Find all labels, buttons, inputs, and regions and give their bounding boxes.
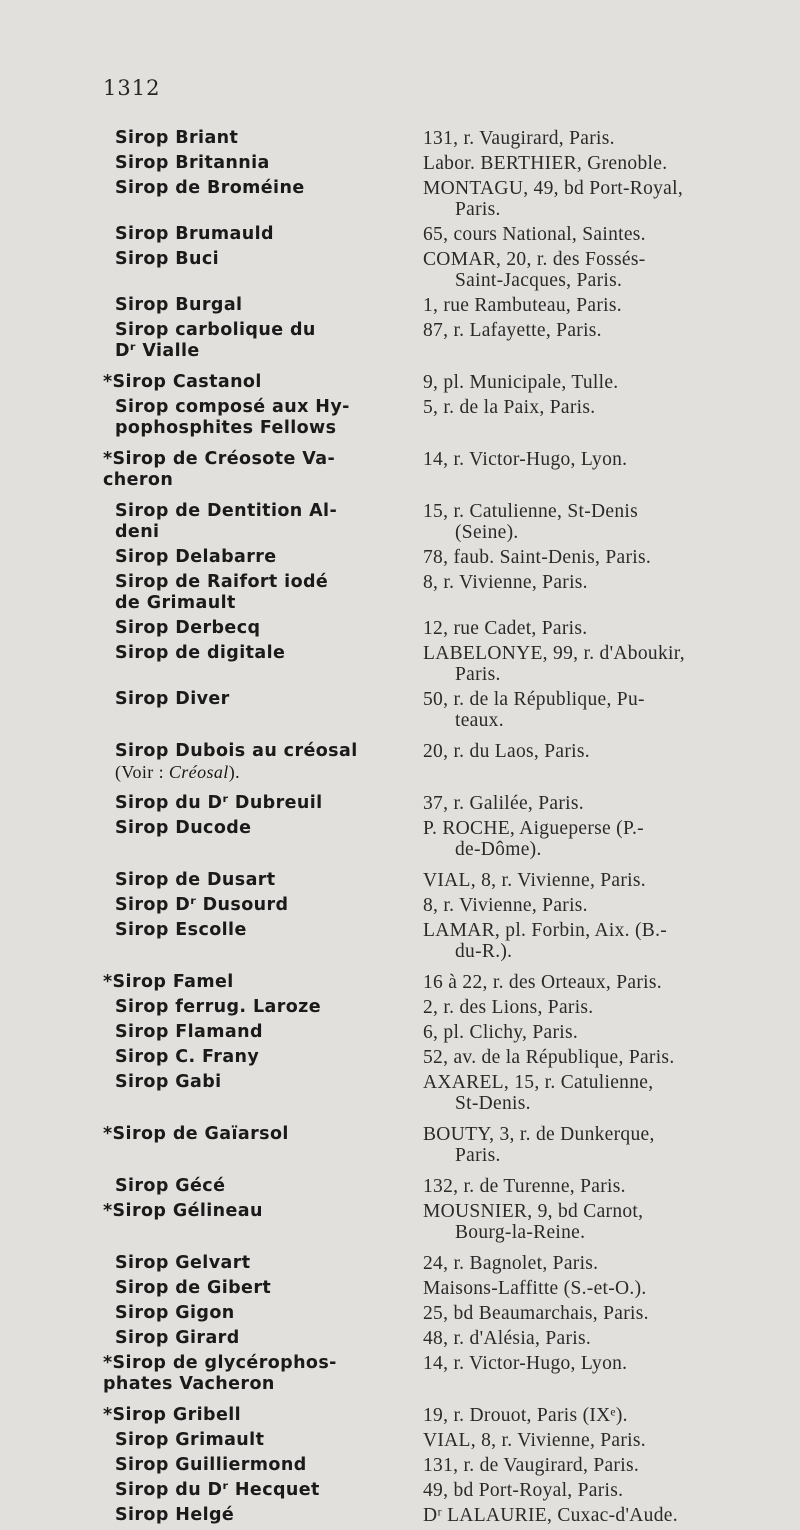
entry-row (0, 895, 800, 916)
product-name (115, 1047, 417, 1068)
product-name-line: *Sirop Famel (103, 972, 234, 992)
address-line: Paris. (455, 1145, 501, 1166)
entry-row (0, 1455, 800, 1476)
entry-row (0, 572, 800, 614)
address-line: 37, r. Galilée, Paris. (423, 793, 584, 814)
product-name (115, 249, 417, 270)
entry-row (0, 547, 800, 568)
product-name-line: Sirop Delabarre (115, 547, 277, 567)
product-name (115, 320, 417, 362)
address (423, 997, 783, 1018)
product-name-line: Sirop Gelvart (115, 1253, 251, 1273)
address (423, 1124, 783, 1166)
address-line: 20, r. du Laos, Paris. (423, 741, 590, 762)
address-line: 52, av. de la République, Paris. (423, 1047, 675, 1068)
address (423, 320, 783, 341)
address-line: 14, r. Victor-Hugo, Lyon. (423, 449, 628, 470)
product-name-line: Sirop ferrug. Laroze (115, 997, 322, 1017)
product-name-line: Sirop Dubois au créosal (115, 741, 358, 761)
product-name-line: Sirop du Dʳ Dubreuil (115, 793, 323, 813)
address-line: Maisons-Laffitte (S.-et-O.). (423, 1278, 647, 1299)
product-name-line: Sirop de Dentition Al- (115, 501, 338, 521)
address (423, 870, 783, 891)
product-name-line: de Grimault (115, 593, 236, 613)
entry-row (0, 1430, 800, 1451)
address (423, 1278, 783, 1299)
product-name-line: cheron (103, 470, 174, 490)
product-name (115, 997, 417, 1018)
address-line: BOUTY, 3, r. de Dunkerque, (423, 1124, 655, 1145)
product-name-line: deni (115, 522, 160, 542)
product-name-line: Sirop Dʳ Dusourd (115, 895, 289, 915)
address-line: 1, rue Rambuteau, Paris. (423, 295, 622, 316)
product-name (115, 793, 417, 814)
address-line: Paris. (455, 664, 501, 685)
product-name (115, 870, 417, 891)
entry-row (0, 153, 800, 174)
product-name (115, 1328, 417, 1349)
product-name (115, 643, 417, 664)
address-line: MOUSNIER, 9, bd Carnot, (423, 1201, 644, 1222)
address (423, 449, 783, 470)
product-name-line: pophosphites Fellows (115, 418, 337, 438)
product-name (115, 1176, 417, 1197)
address-line: COMAR, 20, r. des Fossés- (423, 249, 646, 270)
address (423, 224, 783, 245)
product-name (115, 689, 417, 710)
product-name (115, 572, 417, 614)
entry-row (0, 972, 800, 993)
entry-row (0, 643, 800, 685)
entry-row (0, 1278, 800, 1299)
entry-list (0, 128, 800, 1530)
entry-row (0, 1328, 800, 1349)
address (423, 1328, 783, 1349)
address (423, 1480, 783, 1501)
product-name-line: Sirop de Broméine (115, 178, 305, 198)
address (423, 1253, 783, 1274)
address-line: 5, r. de la Paix, Paris. (423, 397, 596, 418)
address (423, 178, 783, 220)
address-line: 131, r. de Vaugirard, Paris. (423, 1455, 640, 1476)
address (423, 618, 783, 639)
address (423, 1505, 783, 1526)
address-line: 65, cours National, Saintes. (423, 224, 646, 245)
entry-row (0, 1480, 800, 1501)
entry-row (0, 689, 800, 731)
address-line: 6, pl. Clichy, Paris. (423, 1022, 579, 1043)
product-name (115, 920, 417, 941)
product-name-line: *Sirop de Créosote Va- (103, 449, 336, 469)
product-name (115, 895, 417, 916)
address-line: 132, r. de Turenne, Paris. (423, 1176, 626, 1197)
product-name-line: Sirop Gigon (115, 1303, 235, 1323)
product-name-line: Sirop Guilliermond (115, 1455, 307, 1475)
product-name (115, 1072, 417, 1093)
product-name (103, 1353, 417, 1395)
product-name (115, 1253, 417, 1274)
address-line: P. ROCHE, Aigueperse (P.- (423, 818, 644, 839)
product-name-line: Sirop Escolle (115, 920, 247, 940)
address (423, 1405, 783, 1426)
product-name (115, 618, 417, 639)
product-name (115, 1480, 417, 1501)
product-name (115, 818, 417, 839)
entry-row (0, 920, 800, 962)
address (423, 153, 783, 174)
address-line: 9, pl. Municipale, Tulle. (423, 372, 619, 393)
address (423, 1047, 783, 1068)
product-name-line: phates Vacheron (103, 1374, 275, 1394)
address-line: teaux. (455, 710, 504, 731)
address (423, 643, 783, 685)
entry-row (0, 818, 800, 860)
product-name-line: *Sirop de Gaïarsol (103, 1124, 289, 1144)
address (423, 689, 783, 731)
product-name-line: Dʳ Vialle (115, 341, 200, 361)
product-name-line: Sirop C. Frany (115, 1047, 260, 1067)
product-name (115, 1022, 417, 1043)
product-name-line: Sirop Gécé (115, 1176, 226, 1196)
product-name (115, 128, 417, 149)
address (423, 895, 783, 916)
product-name-line: Sirop Buci (115, 249, 220, 269)
address-line: 16 à 22, r. des Orteaux, Paris. (423, 972, 662, 993)
entry-row (0, 793, 800, 814)
entry-row (0, 1405, 800, 1426)
product-name-line: Sirop Girard (115, 1328, 240, 1348)
address-line: 8, r. Vivienne, Paris. (423, 572, 588, 593)
entry-row (0, 1505, 800, 1526)
address-line: St-Denis. (455, 1093, 531, 1114)
address-line: 15, r. Catulienne, St-Denis (423, 501, 638, 522)
address (423, 1072, 783, 1114)
entry-row (0, 224, 800, 245)
address (423, 741, 783, 762)
entry-row (0, 741, 800, 783)
entry-row (0, 372, 800, 393)
entry-row (0, 1201, 800, 1243)
entry-row (0, 997, 800, 1018)
address-line: 14, r. Victor-Hugo, Lyon. (423, 1353, 628, 1374)
product-name-line: Sirop Derbecq (115, 618, 261, 638)
address-line: 19, r. Drouot, Paris (IXᵉ). (423, 1405, 628, 1426)
product-name-line: Sirop Diver (115, 689, 230, 709)
address-line: de-Dôme). (455, 839, 542, 860)
entry-row (0, 128, 800, 149)
entry-row (0, 1022, 800, 1043)
product-name-line: Sirop Briant (115, 128, 239, 148)
address-line: 49, bd Port-Royal, Paris. (423, 1480, 624, 1501)
product-name (115, 224, 417, 245)
address (423, 295, 783, 316)
address-line: 131, r. Vaugirard, Paris. (423, 128, 615, 149)
address-line: 8, r. Vivienne, Paris. (423, 895, 588, 916)
address (423, 249, 783, 291)
product-name (115, 1455, 417, 1476)
entry-row (0, 449, 800, 491)
product-name (115, 501, 417, 543)
entry-row (0, 618, 800, 639)
product-name-line: Sirop de Raifort iodé (115, 572, 329, 592)
product-name-line: Sirop Ducode (115, 818, 252, 838)
address-line: MONTAGU, 49, bd Port-Royal, (423, 178, 684, 199)
product-name-line: *Sirop de glycérophos- (103, 1353, 337, 1373)
address-line: AXAREL, 15, r. Catulienne, (423, 1072, 654, 1093)
address (423, 1353, 783, 1374)
address (423, 818, 783, 860)
product-name-line: Sirop Britannia (115, 153, 270, 173)
product-name-line: Sirop du Dʳ Hecquet (115, 1480, 320, 1500)
product-name (103, 372, 417, 393)
address (423, 128, 783, 149)
product-name-line: Sirop de Dusart (115, 870, 276, 890)
entry-row (0, 1176, 800, 1197)
product-name (115, 1430, 417, 1451)
product-name-line: Sirop carbolique du (115, 320, 316, 340)
product-name-line: Sirop Grimault (115, 1430, 265, 1450)
product-name (115, 1303, 417, 1324)
product-name-line: *Sirop Gribell (103, 1405, 242, 1425)
entry-row (0, 1072, 800, 1114)
address (423, 1022, 783, 1043)
address (423, 1455, 783, 1476)
product-name-line: Sirop Flamand (115, 1022, 263, 1042)
address (423, 920, 783, 962)
address-line: VIAL, 8, r. Vivienne, Paris. (423, 1430, 646, 1451)
product-name-line: Sirop Burgal (115, 295, 243, 315)
address-line: LABELONYE, 99, r. d'Aboukir, (423, 643, 685, 664)
product-name (115, 397, 417, 439)
address (423, 972, 783, 993)
address-line: Bourg-la-Reine. (455, 1222, 586, 1243)
address-line: 24, r. Bagnolet, Paris. (423, 1253, 599, 1274)
entry-row (0, 320, 800, 362)
product-name-line: Sirop de digitale (115, 643, 286, 663)
product-name (115, 153, 417, 174)
product-name (103, 1124, 417, 1145)
product-name (115, 1505, 417, 1526)
address-line: 12, rue Cadet, Paris. (423, 618, 588, 639)
address-line: 2, r. des Lions, Paris. (423, 997, 594, 1018)
entry-row (0, 1253, 800, 1274)
address-line: LAMAR, pl. Forbin, Aix. (B.- (423, 920, 668, 941)
product-name-line: Sirop Helgé (115, 1505, 235, 1525)
address (423, 572, 783, 593)
product-name-line: Sirop Brumauld (115, 224, 274, 244)
entry-row (0, 501, 800, 543)
product-name (115, 741, 417, 783)
entry-row (0, 295, 800, 316)
page-number: 1312 (103, 76, 161, 100)
entry-row (0, 1303, 800, 1324)
address (423, 547, 783, 568)
address (423, 397, 783, 418)
product-name (103, 449, 417, 491)
address-line: 50, r. de la République, Pu- (423, 689, 645, 710)
address-line: 25, bd Beaumarchais, Paris. (423, 1303, 649, 1324)
address (423, 1430, 783, 1451)
entry-row (0, 1047, 800, 1068)
cross-reference: (Voir : Créosal). (115, 762, 240, 782)
product-name-line: Sirop de Gibert (115, 1278, 272, 1298)
entry-row (0, 249, 800, 291)
product-name (103, 1201, 417, 1222)
address-line: Labor. BERTHIER, Grenoble. (423, 153, 668, 174)
address (423, 501, 783, 543)
product-name (103, 972, 417, 993)
address (423, 793, 783, 814)
address-line: 78, faub. Saint-Denis, Paris. (423, 547, 652, 568)
product-name (115, 1278, 417, 1299)
product-name (115, 295, 417, 316)
product-name-line: Sirop composé aux Hy- (115, 397, 350, 417)
product-name-line: Sirop Gabi (115, 1072, 222, 1092)
entry-row (0, 870, 800, 891)
address-line: VIAL, 8, r. Vivienne, Paris. (423, 870, 646, 891)
address-line: Saint-Jacques, Paris. (455, 270, 623, 291)
address (423, 372, 783, 393)
address-line: 48, r. d'Alésia, Paris. (423, 1328, 592, 1349)
product-name (115, 178, 417, 199)
entry-row (0, 1353, 800, 1395)
entry-row (0, 397, 800, 439)
entry-row (0, 178, 800, 220)
entry-row (0, 1124, 800, 1166)
address (423, 1176, 783, 1197)
address (423, 1201, 783, 1243)
address-line: Paris. (455, 199, 501, 220)
address-line: Dʳ LALAURIE, Cuxac-d'Aude. (423, 1505, 678, 1526)
product-name (103, 1405, 417, 1426)
product-name-line: *Sirop Gélineau (103, 1201, 263, 1221)
address-line: du-R.). (455, 941, 513, 962)
address-line: (Seine). (455, 522, 519, 543)
address (423, 1303, 783, 1324)
address-line: 87, r. Lafayette, Paris. (423, 320, 602, 341)
product-name-line: *Sirop Castanol (103, 372, 262, 392)
product-name (115, 547, 417, 568)
